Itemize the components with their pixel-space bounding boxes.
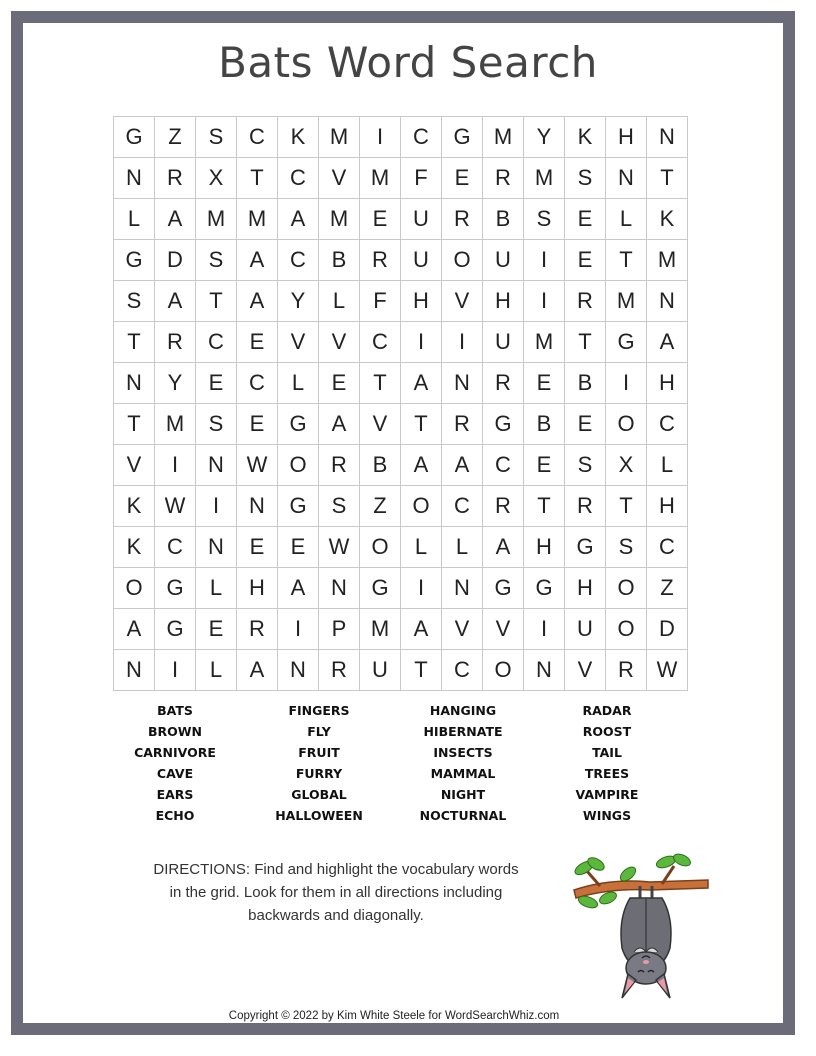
- grid-cell: U: [360, 650, 401, 691]
- grid-cell: H: [401, 281, 442, 322]
- grid-cell: E: [237, 404, 278, 445]
- word-list-item: FLY: [307, 724, 331, 739]
- grid-row: [114, 486, 688, 527]
- grid-cell: O: [606, 404, 647, 445]
- grid-cell: G: [483, 404, 524, 445]
- grid-cell: T: [401, 650, 442, 691]
- grid-cell: B: [360, 445, 401, 486]
- grid-cell: V: [319, 158, 360, 199]
- grid-cell: L: [647, 445, 688, 486]
- grid-cell: N: [114, 650, 155, 691]
- grid-cell: T: [606, 486, 647, 527]
- grid-cell: M: [524, 322, 565, 363]
- grid-cell: Y: [278, 281, 319, 322]
- grid-row: [114, 117, 688, 158]
- grid-cell: I: [155, 445, 196, 486]
- grid-cell: W: [237, 445, 278, 486]
- grid-row: [114, 404, 688, 445]
- grid-cell: U: [565, 609, 606, 650]
- grid-cell: G: [114, 117, 155, 158]
- grid-row: [114, 281, 688, 322]
- word-list-column: [391, 700, 535, 826]
- grid-cell: A: [401, 445, 442, 486]
- word-list: [103, 700, 679, 826]
- grid-cell: N: [524, 650, 565, 691]
- word-list-item: FRUIT: [298, 745, 340, 760]
- grid-cell: H: [565, 568, 606, 609]
- grid-cell: R: [483, 363, 524, 404]
- grid-cell: R: [565, 281, 606, 322]
- grid-row: [114, 650, 688, 691]
- word-list-item: FURRY: [295, 766, 343, 781]
- grid-cell: D: [647, 609, 688, 650]
- grid-cell: E: [524, 445, 565, 486]
- grid-cell: A: [114, 609, 155, 650]
- grid-cell: G: [155, 609, 196, 650]
- word-list-item: VAMPIRE: [575, 787, 639, 802]
- grid-cell: V: [442, 609, 483, 650]
- grid-row: [114, 240, 688, 281]
- grid-cell: V: [565, 650, 606, 691]
- grid-cell: R: [606, 650, 647, 691]
- grid-cell: I: [442, 322, 483, 363]
- word-list-column: [103, 700, 247, 826]
- directions-line: DIRECTIONS: Find and highlight the vocabulary words: [153, 861, 519, 878]
- directions-text: [130, 858, 542, 927]
- grid-cell: G: [114, 240, 155, 281]
- word-list-item: NIGHT: [440, 787, 486, 802]
- grid-cell: X: [606, 445, 647, 486]
- grid-cell: A: [401, 609, 442, 650]
- grid-cell: N: [114, 158, 155, 199]
- grid-cell: G: [483, 568, 524, 609]
- grid-cell: L: [442, 527, 483, 568]
- grid-cell: L: [401, 527, 442, 568]
- grid-cell: O: [114, 568, 155, 609]
- grid-cell: K: [114, 527, 155, 568]
- word-list-item: HIBERNATE: [423, 724, 503, 739]
- grid-cell: M: [524, 158, 565, 199]
- grid-cell: H: [647, 363, 688, 404]
- grid-row: [114, 322, 688, 363]
- grid-cell: S: [524, 199, 565, 240]
- grid-cell: A: [647, 322, 688, 363]
- grid-cell: T: [360, 363, 401, 404]
- grid-cell: U: [401, 240, 442, 281]
- word-list-item: WINGS: [582, 808, 632, 823]
- grid-cell: E: [360, 199, 401, 240]
- grid-cell: L: [606, 199, 647, 240]
- grid-cell: M: [196, 199, 237, 240]
- grid-cell: S: [606, 527, 647, 568]
- grid-cell: I: [606, 363, 647, 404]
- grid-cell: N: [196, 527, 237, 568]
- grid-cell: A: [483, 527, 524, 568]
- grid-cell: M: [360, 158, 401, 199]
- grid-cell: O: [278, 445, 319, 486]
- grid-cell: P: [319, 609, 360, 650]
- grid-cell: G: [278, 486, 319, 527]
- grid-cell: E: [524, 363, 565, 404]
- grid-cell: M: [647, 240, 688, 281]
- grid-cell: S: [196, 404, 237, 445]
- grid-cell: R: [442, 404, 483, 445]
- grid-cell: R: [155, 322, 196, 363]
- grid-cell: O: [360, 527, 401, 568]
- grid-cell: K: [647, 199, 688, 240]
- grid-cell: N: [237, 486, 278, 527]
- grid-cell: Z: [360, 486, 401, 527]
- grid-cell: V: [114, 445, 155, 486]
- grid-cell: T: [114, 322, 155, 363]
- word-list-item: CAVE: [156, 766, 194, 781]
- grid-cell: R: [565, 486, 606, 527]
- grid-row: [114, 199, 688, 240]
- grid-cell: T: [524, 486, 565, 527]
- grid-cell: V: [278, 322, 319, 363]
- grid-cell: W: [155, 486, 196, 527]
- word-list-item: GLOBAL: [291, 787, 347, 802]
- grid-cell: C: [483, 445, 524, 486]
- grid-cell: V: [360, 404, 401, 445]
- grid-cell: M: [606, 281, 647, 322]
- grid-cell: E: [565, 240, 606, 281]
- grid-cell: T: [565, 322, 606, 363]
- grid-cell: V: [483, 609, 524, 650]
- grid-cell: E: [237, 322, 278, 363]
- grid-cell: I: [524, 240, 565, 281]
- grid-cell: N: [647, 117, 688, 158]
- grid-cell: E: [278, 527, 319, 568]
- grid-cell: A: [237, 281, 278, 322]
- grid-cell: Z: [155, 117, 196, 158]
- grid-cell: H: [483, 281, 524, 322]
- grid-cell: M: [237, 199, 278, 240]
- grid-cell: G: [155, 568, 196, 609]
- grid-cell: D: [155, 240, 196, 281]
- grid-cell: B: [483, 199, 524, 240]
- grid-cell: S: [196, 117, 237, 158]
- grid-cell: R: [483, 486, 524, 527]
- word-list-item: RADAR: [582, 703, 632, 718]
- grid-cell: N: [442, 363, 483, 404]
- grid-cell: X: [196, 158, 237, 199]
- directions-line: backwards and diagonally.: [248, 907, 424, 924]
- grid-cell: L: [196, 568, 237, 609]
- bat-hanging-from-branch-icon: [570, 848, 710, 1008]
- grid-cell: T: [114, 404, 155, 445]
- grid-cell: I: [360, 117, 401, 158]
- grid-cell: R: [237, 609, 278, 650]
- grid-row: [114, 158, 688, 199]
- grid-cell: Y: [524, 117, 565, 158]
- word-list-item: BROWN: [147, 724, 203, 739]
- grid-cell: N: [319, 568, 360, 609]
- grid-cell: H: [606, 117, 647, 158]
- grid-cell: E: [565, 404, 606, 445]
- grid-cell: C: [360, 322, 401, 363]
- grid-cell: L: [278, 363, 319, 404]
- grid-cell: K: [114, 486, 155, 527]
- grid-cell: N: [114, 363, 155, 404]
- grid-cell: I: [155, 650, 196, 691]
- word-list-item: BATS: [157, 703, 193, 718]
- grid-cell: T: [606, 240, 647, 281]
- grid-cell: O: [401, 486, 442, 527]
- grid-cell: O: [606, 609, 647, 650]
- grid-cell: E: [565, 199, 606, 240]
- grid-cell: C: [196, 322, 237, 363]
- grid-cell: A: [442, 445, 483, 486]
- grid-cell: N: [606, 158, 647, 199]
- grid-cell: T: [647, 158, 688, 199]
- grid-cell: Y: [155, 363, 196, 404]
- word-list-item: HANGING: [429, 703, 497, 718]
- grid-cell: G: [278, 404, 319, 445]
- grid-cell: A: [237, 650, 278, 691]
- grid-cell: A: [319, 404, 360, 445]
- grid-cell: A: [155, 281, 196, 322]
- grid-cell: I: [401, 568, 442, 609]
- word-list-item: ROOST: [582, 724, 632, 739]
- grid-cell: K: [565, 117, 606, 158]
- grid-cell: R: [155, 158, 196, 199]
- grid-cell: O: [606, 568, 647, 609]
- grid-cell: C: [237, 363, 278, 404]
- grid-cell: N: [278, 650, 319, 691]
- grid-cell: H: [647, 486, 688, 527]
- grid-cell: A: [278, 199, 319, 240]
- word-list-item: ECHO: [155, 808, 195, 823]
- grid-cell: C: [647, 527, 688, 568]
- grid-cell: E: [442, 158, 483, 199]
- grid-cell: I: [524, 609, 565, 650]
- grid-cell: U: [483, 240, 524, 281]
- grid-cell: G: [565, 527, 606, 568]
- grid-cell: S: [565, 445, 606, 486]
- grid-cell: F: [360, 281, 401, 322]
- word-list-item: FINGERS: [288, 703, 350, 718]
- grid-cell: R: [442, 199, 483, 240]
- grid-cell: W: [647, 650, 688, 691]
- grid-cell: O: [442, 240, 483, 281]
- grid-cell: T: [237, 158, 278, 199]
- grid-cell: K: [278, 117, 319, 158]
- grid-cell: A: [155, 199, 196, 240]
- grid-row: [114, 609, 688, 650]
- grid-cell: R: [319, 445, 360, 486]
- grid-cell: C: [155, 527, 196, 568]
- grid-cell: N: [442, 568, 483, 609]
- grid-cell: G: [606, 322, 647, 363]
- word-list-item: CARNIVORE: [134, 745, 216, 760]
- directions-line: in the grid. Look for them in all directions including: [169, 884, 503, 901]
- grid-cell: L: [319, 281, 360, 322]
- grid-cell: H: [524, 527, 565, 568]
- grid-cell: A: [401, 363, 442, 404]
- grid-cell: I: [524, 281, 565, 322]
- word-list-item: NOCTURNAL: [419, 808, 507, 823]
- grid-cell: C: [442, 650, 483, 691]
- word-list-item: HALLOWEEN: [275, 808, 363, 823]
- grid-cell: L: [196, 650, 237, 691]
- grid-cell: B: [319, 240, 360, 281]
- grid-cell: Z: [647, 568, 688, 609]
- grid-cell: S: [114, 281, 155, 322]
- grid-cell: G: [524, 568, 565, 609]
- grid-cell: R: [360, 240, 401, 281]
- grid-cell: W: [319, 527, 360, 568]
- word-list-column: [535, 700, 679, 826]
- grid-cell: A: [278, 568, 319, 609]
- grid-cell: M: [319, 117, 360, 158]
- grid-cell: R: [319, 650, 360, 691]
- grid-cell: G: [442, 117, 483, 158]
- grid-cell: M: [360, 609, 401, 650]
- grid-cell: T: [401, 404, 442, 445]
- grid-cell: U: [401, 199, 442, 240]
- grid-cell: E: [319, 363, 360, 404]
- grid-cell: I: [401, 322, 442, 363]
- word-list-item: TREES: [584, 766, 630, 781]
- grid-cell: U: [483, 322, 524, 363]
- grid-cell: C: [237, 117, 278, 158]
- word-list-item: INSECTS: [433, 745, 493, 760]
- grid-cell: H: [237, 568, 278, 609]
- grid-cell: E: [196, 609, 237, 650]
- grid-cell: E: [196, 363, 237, 404]
- grid-cell: B: [524, 404, 565, 445]
- grid-cell: M: [155, 404, 196, 445]
- grid-cell: C: [647, 404, 688, 445]
- grid-cell: R: [483, 158, 524, 199]
- grid-cell: V: [319, 322, 360, 363]
- grid-cell: I: [196, 486, 237, 527]
- grid-row: [114, 527, 688, 568]
- grid-cell: M: [319, 199, 360, 240]
- grid-cell: C: [401, 117, 442, 158]
- grid-cell: F: [401, 158, 442, 199]
- grid-cell: C: [278, 240, 319, 281]
- grid-cell: E: [237, 527, 278, 568]
- grid-cell: A: [237, 240, 278, 281]
- grid-cell: C: [278, 158, 319, 199]
- grid-cell: S: [196, 240, 237, 281]
- word-search-grid: [113, 116, 688, 691]
- grid-cell: O: [483, 650, 524, 691]
- grid-row: [114, 363, 688, 404]
- grid-cell: M: [483, 117, 524, 158]
- grid-cell: N: [196, 445, 237, 486]
- grid-cell: T: [196, 281, 237, 322]
- grid-cell: C: [442, 486, 483, 527]
- grid-cell: V: [442, 281, 483, 322]
- grid-cell: S: [319, 486, 360, 527]
- grid-cell: B: [565, 363, 606, 404]
- word-list-item: MAMMAL: [430, 766, 496, 781]
- word-list-item: TAIL: [592, 745, 622, 760]
- grid-cell: L: [114, 199, 155, 240]
- grid-cell: N: [647, 281, 688, 322]
- copyright-notice: Copyright © 2022 by Kim White Steele for WordSearchWhiz.com: [228, 1010, 560, 1022]
- grid-row: [114, 568, 688, 609]
- page-title: Bats Word Search: [218, 38, 598, 87]
- grid-cell: I: [278, 609, 319, 650]
- grid-row: [114, 445, 688, 486]
- word-list-column: [247, 700, 391, 826]
- grid-cell: S: [565, 158, 606, 199]
- grid-cell: G: [360, 568, 401, 609]
- word-list-item: EARS: [156, 787, 194, 802]
